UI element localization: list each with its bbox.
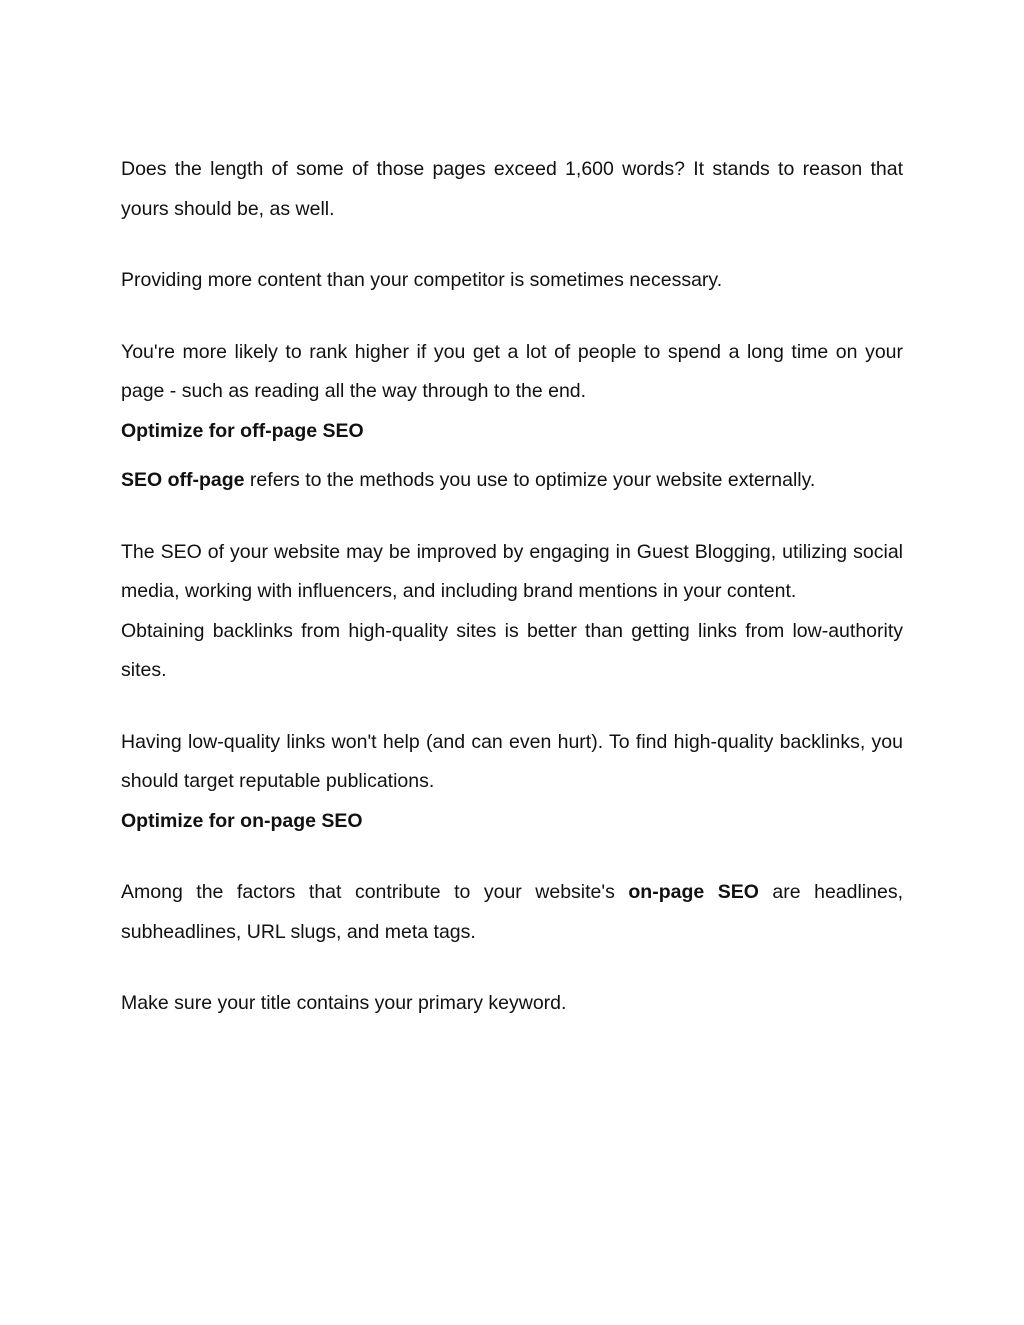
term-on-page-seo: on-page SEO	[628, 881, 759, 903]
on-page-factors-tail: are headlines, subheadlines, URL slugs, and meta tags.	[121, 881, 903, 943]
paragraph-off-page-intro	[121, 461, 903, 501]
paragraph-low-quality-links: Having low-quality links won't help (and can even hurt). To find high-quality backlinks, you should target reputable publications.	[121, 730, 903, 792]
paragraph-guest-blogging: The SEO of your website may be improved by engaging in Guest Blogging, utilizing social media, working with influencers, and including brand mentions in your content.	[121, 540, 903, 602]
paragraph-more-content: Providing more content than your competitor is sometimes necessary.	[121, 269, 723, 291]
paragraph-on-page-factors	[121, 873, 903, 952]
paragraph-rank-higher: You're more likely to rank higher if you get a lot of people to spend a long time on your page - such as reading all the way through to the end.	[121, 340, 903, 402]
heading-off-page-seo: Optimize for off-page SEO	[121, 419, 364, 442]
document-body	[121, 150, 903, 1024]
term-seo-off-page: SEO off-page	[121, 469, 245, 491]
heading-on-page-seo: Optimize for on-page SEO	[121, 809, 363, 832]
paragraph-primary-keyword: Make sure your title contains your primary keyword.	[121, 992, 567, 1014]
on-page-factors-lead: Among the factors that contribute to your website's	[121, 881, 629, 903]
off-page-intro-text: refers to the methods you use to optimize your website externally.	[244, 469, 816, 491]
paragraph-page-length: Does the length of some of those pages exceed 1,600 words? It stands to reason that yours should be, as well.	[121, 158, 903, 220]
paragraph-backlinks: Obtaining backlinks from high-quality sites is better than getting links from low-authority sites.	[121, 619, 903, 681]
